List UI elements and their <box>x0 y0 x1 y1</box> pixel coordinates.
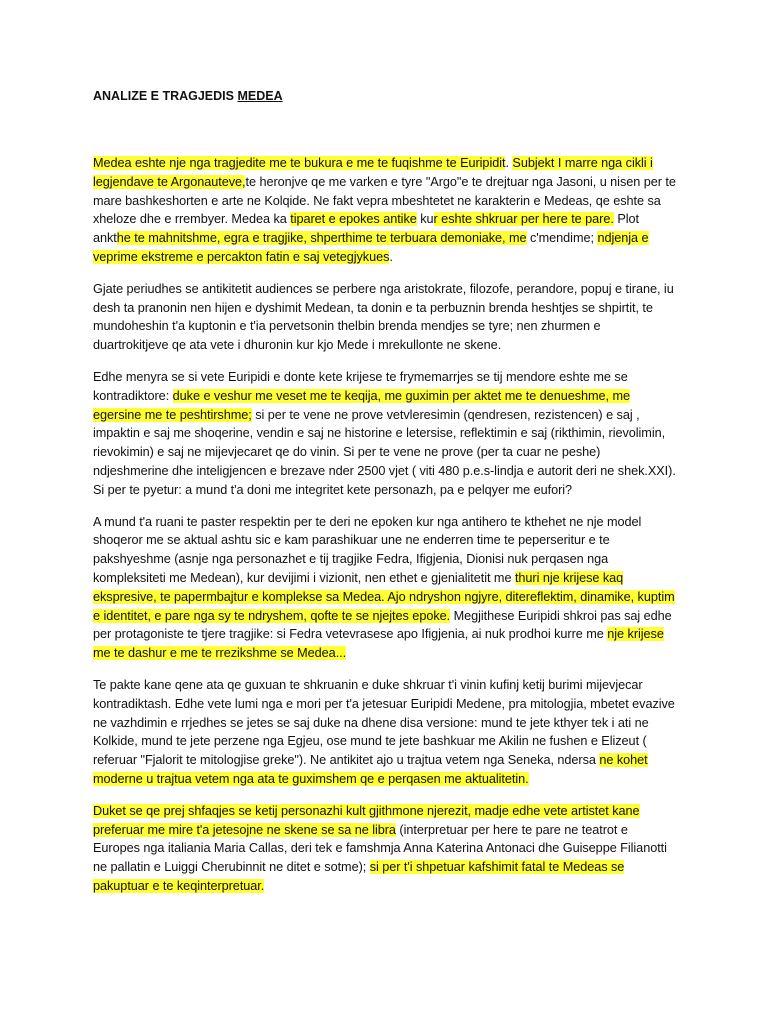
highlighted-text: Subjekt I marre nga cikli i legjendave te Argonauteve, <box>93 156 653 189</box>
highlighted-text: Medea eshte nje nga tragjedite me te bukura e me te fuqishme te Euripidit <box>93 156 506 170</box>
document-page <box>93 88 677 909</box>
highlighted-text: he te mahnitshme, egra e tragjike, shperthime te terbuara demoniake, me <box>116 231 527 246</box>
text-segment: Edhe menyra se si vete Euripidi e donte kete krijese te frymemarrjes se tij mendore eshte me se kontradiktore: <box>93 369 628 403</box>
highlighted-text: nje krijese me te dashur e me te rrezikshme se Medea... <box>93 627 664 661</box>
highlighted-text: r eshte shkruar per here te pare. <box>433 212 614 227</box>
highlighted-text: duke e veshur me veset me te keqija, me guximin per aktet me te denueshme, me egersine me te peshtirshme; <box>93 388 631 422</box>
text-segment: A mund t'a ruani te paster respektin per te deri ne epoken kur nga antihero te kthehet ne nje model shoqeror me se aktual ashtu sic e kam parashikuar une ne enderren time te peperseritur e te pakshyeshme (asnje nga personazhet e tij tragjike Fedra, Ifigjenia, Dionisi nuk perqasen nga kompleksiteti me Medean), kur devijimi i vizionit, nen ethet e gjenialitetit me <box>93 514 642 585</box>
text-segment: . <box>505 156 513 170</box>
highlighted-text: ndjenja e veprime ekstreme e percakton fatin e saj vetegjykues <box>93 231 649 264</box>
text-segment: (interpretuar per here te pare ne teatrot e Europes nga italiania Maria Callas, deri tek e famshmja Anna Katerina Antonaci dhe Guiseppe Filianotti ne pallatin e Luiggi Cherubinnit ne ditet e sotme); <box>93 822 667 875</box>
text-segment: Megjithese Euripidi shkroi pas saj edhe per protagoniste te tjere tragjike: si Fedra vetevrasese apo Ifigjenia, ai nuk prodhoi kurre me <box>93 608 672 642</box>
document-title <box>93 88 677 104</box>
paragraph-1 <box>93 154 677 267</box>
paragraph-3 <box>93 368 677 500</box>
paragraph-6 <box>93 802 677 896</box>
highlighted-text: ne kohet moderne u trajtua vetem nga ata te guximshem qe e perqasen me aktualitetin. <box>93 753 648 786</box>
paragraph-4 <box>93 513 677 663</box>
text-segment: . <box>389 249 393 264</box>
paragraph-2 <box>93 280 677 355</box>
title-underlined-word: MEDEA <box>237 89 283 103</box>
highlighted-text: thuri nje krijese kaq ekspresive, te papermbajtur e komplekse sa Medea. Ajo ndryshon ngjyre, ditereflektim, dinamike, kuptim e identitet, e pare nga sy te ndryshem, qofte te se njejtes epoke. <box>93 570 675 623</box>
text-segment: ku <box>416 212 434 227</box>
highlighted-text: si per t'i shpetuar kafshimit fatal te Medeas se pakuptuar e te keqinterpretuar. <box>93 860 625 893</box>
highlighted-text: tiparet e epokes antike <box>290 212 417 227</box>
document-body <box>93 154 677 896</box>
text-segment: si per te vene ne prove vetvleresimin (qendresen, rezistencen) e saj , impaktin e saj me shoqerine, vendin e saj ne historine e letersise, reflektimin e saj (rikthimin, rievolimin, rievokimin) e saj ne mijevjecaret qe do vinin. Si per te vene ne prove (per ta cuar ne peshe) ndjeshmerine dhe inteligjencen e brezave nder 2500 vjet ( viti 480 p.e.s-lindja e autorit deri ne shek.XXI). Si per te pyetur: a mund t'a doni me integritet kete personazh, pa e pelqyer me eufori? <box>93 407 676 497</box>
text-segment: Plot ankt <box>93 212 639 246</box>
paragraph-5 <box>93 676 677 789</box>
text-segment: c'mendime; <box>526 231 598 246</box>
text-segment: te heronjve qe me varken e tyre "Argo"e te drejtuar nga Jasoni, u nisen per te mare bashkeshorten e arte ne Kolqide. Ne fakt vepra mbeshtetet ne karakterin e Medeas, qe eshte sa xheloze dhe e rrembyer. Medea ka <box>93 174 676 227</box>
text-segment: Te pakte kane qene ata qe guxuan te shkruanin e duke shkruar t'i vinin kufinj ketij burimi mijevjecar kontradiktash. Edhe vete lumi nga e mori per t'a jetesuar Euripidi Medene, pra mitologjia, mbetet evazive ne vazhdimin e rrjedhes se jetes se saj duke na dhene disa versione: mund te jete kthyer tek i ati ne Kolkide, mund te jete perzene nga Egjeu, ose mund te jete bashkuar me Akilin ne fushen e Elizeut ( referuar "Fjalorit te mitologjise greke"). Ne antikitet ajo u trajtua vetem nga Seneka, ndersa <box>93 677 675 768</box>
text-segment: Gjate periudhes se antikitetit audiences se perbere nga aristokrate, filozofe, perandore, popuj e tirane, iu desh ta pranonin nen hijen e dyshimit Medean, ta donin e ta perbuznin brenda heshtjes se shpirtit, te mundoheshin t'a kuptonin e t'ia pervetsonin thelbin brenda mendjes se tyre; nen zhurmen e duartrokitjeve qe ata vete i dhuronin kur kjo Mede i mrekullonte ne skene. <box>93 281 674 353</box>
highlighted-text: Duket se qe prej shfaqjes se ketij personazhi kult gjithmone njerezit, madje edhe vete artistet kane preferuar me mire t'a jetesojne ne skene se sa ne libra <box>93 803 640 837</box>
title-prefix: ANALIZE E TRAGJEDIS <box>93 89 238 103</box>
